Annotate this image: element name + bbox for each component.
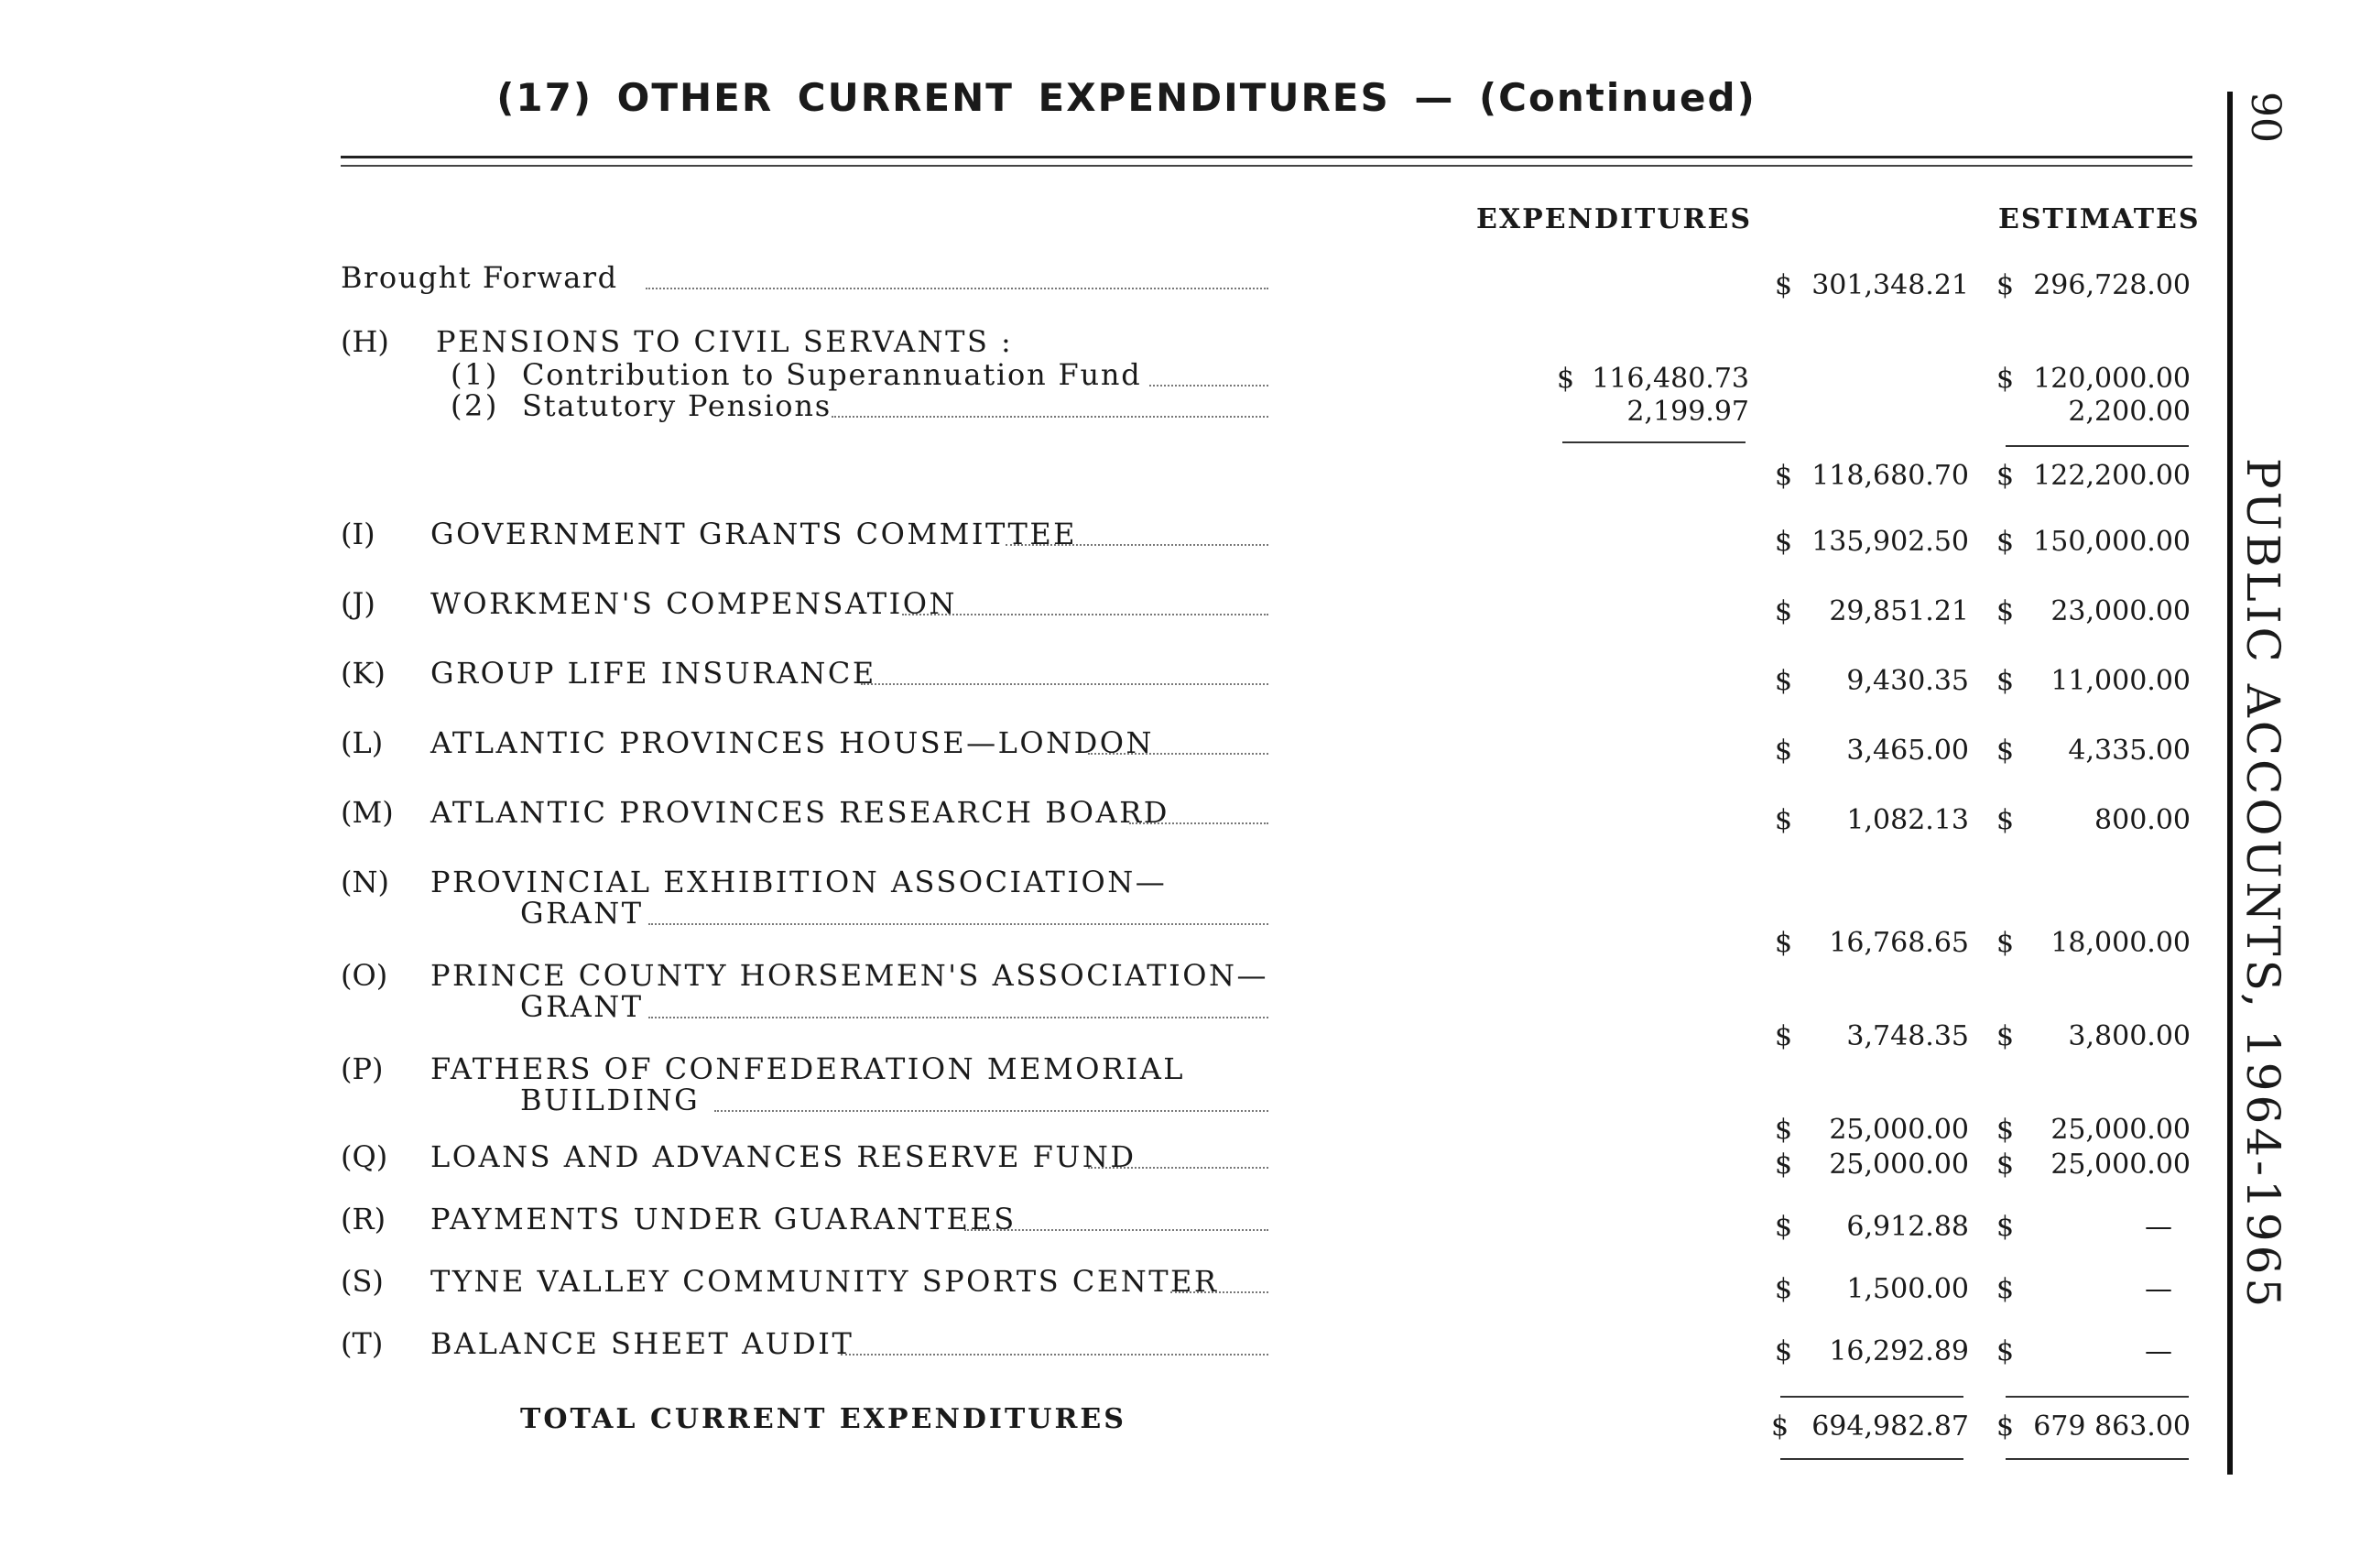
row-label-continued: BUILDING (520, 1083, 701, 1117)
row-letter: (I) (341, 517, 375, 551)
leader-dots (964, 1229, 1269, 1231)
dollar-sign: $ (1775, 1114, 1793, 1146)
dollar-sign: $ (1775, 804, 1793, 836)
total-estimate: 679 863.00 (2033, 1410, 2191, 1443)
row-letter: (S) (341, 1264, 384, 1299)
dollar-sign: $ (1996, 460, 2015, 492)
row-expenditure: 1,500.00 (1846, 1273, 1969, 1305)
dollar-sign: $ (1557, 363, 1575, 395)
row-expenditure: 9,430.35 (1846, 665, 1969, 697)
dollar-sign: $ (1996, 804, 2015, 836)
row-label: WORKMEN'S COMPENSATION (430, 586, 958, 621)
expenditures-column-header: EXPENDITURES (1476, 203, 1752, 235)
row-expenditure: 3,748.35 (1846, 1020, 1969, 1052)
dollar-sign: $ (1775, 1273, 1793, 1305)
row-estimate: 3,800.00 (2068, 1020, 2191, 1052)
dollar-sign: $ (1775, 1335, 1793, 1367)
brought-forward-expenditure: 301,348.21 (1811, 269, 1969, 301)
leader-dots (648, 923, 1268, 925)
total-double-rule (2006, 1458, 2189, 1460)
dollar-sign: $ (1996, 1273, 2015, 1305)
dollar-sign: $ (1775, 526, 1793, 558)
total-label: TOTAL CURRENT EXPENDITURES (520, 1403, 1126, 1435)
leader-dots (1129, 822, 1269, 824)
dollar-sign: $ (1996, 526, 2015, 558)
dollar-sign: $ (1996, 665, 2015, 697)
row-label: ATLANTIC PROVINCES HOUSE—LONDON (430, 725, 1154, 760)
dollar-sign: $ (1775, 1149, 1793, 1181)
dollar-sign: $ (1775, 927, 1793, 959)
row-label: PROVINCIAL EXHIBITION ASSOCIATION— (430, 865, 1168, 899)
item-label: Contribution to Superannuation Fund (522, 357, 1142, 392)
row-expenditure: 29,851.21 (1829, 595, 1969, 627)
row-estimate: 4,335.00 (2068, 735, 2191, 767)
row-letter: (P) (341, 1051, 384, 1086)
row-letter: (O) (341, 958, 388, 993)
row-letter: (R) (341, 1202, 386, 1236)
dollar-sign: $ (1775, 595, 1793, 627)
total-top-rule (1780, 1396, 1963, 1398)
leader-dots (1088, 1167, 1269, 1169)
total-double-rule (1780, 1458, 1963, 1460)
leader-dots (902, 614, 1268, 615)
dollar-sign: $ (1775, 460, 1793, 492)
leader-dots (841, 1354, 1269, 1356)
brought-forward-label: Brought Forward (341, 260, 618, 295)
row-label: TYNE VALLEY COMMUNITY SPORTS CENTER (430, 1264, 1219, 1299)
total-top-rule (2006, 1396, 2189, 1398)
dollar-sign: $ (1996, 735, 2015, 767)
dollar-sign: $ (1996, 1410, 2015, 1443)
row-expenditure: 25,000.00 (1829, 1149, 1969, 1181)
total-expenditure: 694,982.87 (1811, 1410, 1969, 1443)
row-letter: (K) (341, 656, 386, 691)
leader-dots (648, 1017, 1268, 1018)
row-expenditure: 1,082.13 (1846, 804, 1969, 836)
page-title: (17) OTHER CURRENT EXPENDITURES — (Continued) (496, 75, 1756, 120)
row-estimate: 150,000.00 (2033, 526, 2191, 558)
dollar-sign: $ (1996, 595, 2015, 627)
row-expenditure: 16,768.65 (1829, 927, 1969, 959)
row-label: LOANS AND ADVANCES RESERVE FUND (430, 1139, 1137, 1174)
dollar-sign: $ (1996, 1020, 2015, 1052)
dollar-sign: $ (1996, 1211, 2015, 1243)
dollar-sign: $ (1996, 1114, 2015, 1146)
row-estimate: 23,000.00 (2050, 595, 2191, 627)
row-label: GOVERNMENT GRANTS COMMITTEE (430, 517, 1078, 551)
subtotal-expenditure: 118,680.70 (1811, 460, 1969, 492)
row-label: BALANCE SHEET AUDIT (430, 1326, 854, 1361)
row-estimate: 25,000.00 (2050, 1114, 2191, 1146)
page-number: 90 (2242, 92, 2289, 143)
estimates-column-header: ESTIMATES (1998, 203, 2201, 235)
dollar-sign: $ (1996, 927, 2015, 959)
row-expenditure: 3,465.00 (1846, 735, 1969, 767)
dollar-sign: $ (1996, 269, 2015, 301)
leader-dots (1088, 753, 1269, 755)
row-letter: (J) (341, 586, 375, 621)
row-label: FATHERS OF CONFEDERATION MEMORIAL (430, 1051, 1186, 1086)
row-estimate: — (2145, 1273, 2172, 1305)
item-estimate: 120,000.00 (2033, 363, 2191, 395)
row-label-continued: GRANT (520, 989, 644, 1024)
row-label: PAYMENTS UNDER GUARANTEES (430, 1202, 1017, 1236)
dollar-sign: $ (1771, 1410, 1789, 1443)
row-label: GROUP LIFE INSURANCE (430, 656, 876, 691)
dollar-sign: $ (1775, 735, 1793, 767)
row-expenditure: 25,000.00 (1829, 1114, 1969, 1146)
row-estimate: 18,000.00 (2050, 927, 2191, 959)
leader-dots (1006, 544, 1269, 546)
dollar-sign: $ (1996, 363, 2015, 395)
margin-rule (2227, 92, 2233, 1475)
row-estimate: 25,000.00 (2050, 1149, 2191, 1181)
row-label-continued: GRANT (520, 896, 644, 931)
row-letter: (T) (341, 1326, 384, 1361)
dollar-sign: $ (1775, 269, 1793, 301)
dollar-sign: $ (1775, 1020, 1793, 1052)
leader-dots (714, 1110, 1268, 1112)
row-estimate: 800.00 (2094, 804, 2191, 836)
row-letter: (Q) (341, 1139, 388, 1174)
row-letter: (L) (341, 725, 384, 760)
row-expenditure: 135,902.50 (1811, 526, 1969, 558)
item-number: (2) (451, 388, 499, 423)
item-amount: 116,480.73 (1592, 363, 1749, 395)
row-letter: (M) (341, 795, 394, 830)
section-letter: (H) (341, 324, 389, 359)
leader-dots (861, 683, 1268, 685)
row-estimate: — (2145, 1211, 2172, 1243)
subtotal-estimate: 122,200.00 (2033, 460, 2191, 492)
row-letter: (N) (341, 865, 389, 899)
item-number: (1) (451, 357, 499, 392)
dollar-sign: $ (1775, 665, 1793, 697)
row-expenditure: 6,912.88 (1846, 1211, 1969, 1243)
section-title: PENSIONS TO CIVIL SERVANTS : (436, 324, 1014, 359)
dollar-sign: $ (1996, 1149, 2015, 1181)
row-estimate: 11,000.00 (2050, 665, 2191, 697)
row-label: ATLANTIC PROVINCES RESEARCH BOARD (430, 795, 1169, 830)
row-expenditure: 16,292.89 (1829, 1335, 1969, 1367)
running-title: PUBLIC ACCOUNTS, 1964-1965 (2236, 458, 2289, 1312)
dollar-sign: $ (1775, 1211, 1793, 1243)
item-amount: 2,199.97 (1626, 396, 1749, 428)
row-label: PRINCE COUNTY HORSEMEN'S ASSOCIATION— (430, 958, 1268, 993)
brought-forward-estimate: 296,728.00 (2033, 269, 2191, 301)
item-estimate: 2,200.00 (2068, 396, 2191, 428)
row-estimate: — (2145, 1335, 2172, 1367)
item-label: Statutory Pensions (522, 388, 832, 423)
leader-dots (1170, 1291, 1269, 1293)
dollar-sign: $ (1996, 1335, 2015, 1367)
